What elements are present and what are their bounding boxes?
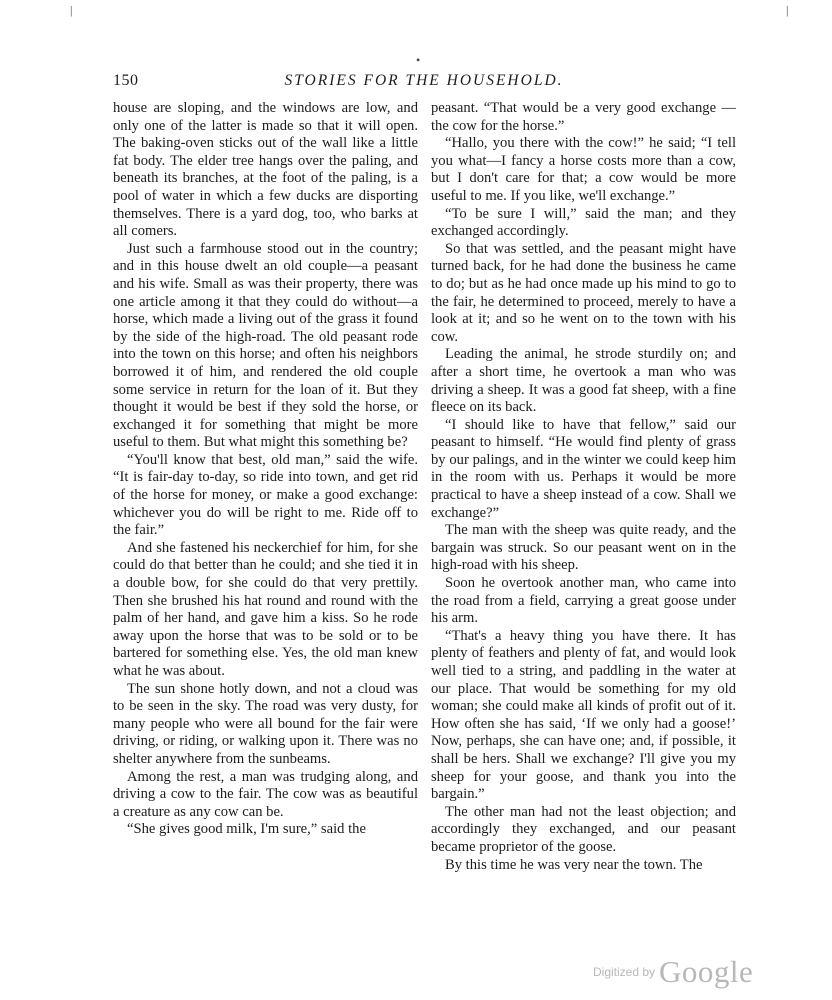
page-header	[113, 70, 735, 94]
right-column	[431, 100, 736, 874]
paragraph: “You'll know that best, old man,” said the wife. “It is fair-day to-day, so ride into town, and get rid of the horse for money, or make a good exchange: whichever you do will be right to me. Ride off to the fair.”	[113, 451, 418, 539]
paragraph: house are sloping, and the windows are low, and only one of the latter is made so that it will open. The baking-oven sticks out of the wall like a little fat body. The elder tree hangs over the paling, and beneath its branches, at the foot of the paling, is a pool of water in which a few ducks are disporting themselves. There is a yard dog, too, who barks at all comers.	[113, 100, 418, 240]
left-column	[113, 100, 418, 839]
scan-mark: |	[786, 3, 789, 17]
paragraph: Leading the animal, he strode sturdily on; and after a short time, he overtook a man who was driving a sheep. It was a good fat sheep, with a fine fleece on its back.	[431, 346, 736, 416]
paragraph: So that was settled, and the peasant might have turned back, for he had done the business he came to do; but as he had once made up his mind to go to the fair, he determined to proceed, merely to have a look at it; and so he went on to the town with his cow.	[431, 240, 736, 345]
paragraph: The sun shone hotly down, and not a cloud was to be seen in the sky. The road was very dusty, for many people who were all bound for the fair were driving, or riding, or walking upon it. There was no shelter anywhere from the sunbeams.	[113, 680, 418, 767]
paragraph: The man with the sheep was quite ready, and the bargain was struck. So our peasant went on in the high-road with his sheep.	[431, 522, 736, 574]
google-logo: Google	[659, 954, 754, 989]
running-title: STORIES FOR THE HOUSEHOLD.	[284, 72, 564, 89]
paragraph: “Hallo, you there with the cow!” he said; “I tell you what—I fancy a horse costs more than a cow, but I don't care for that; a cow would be more useful to me. If you like, we'll exchange.”	[431, 135, 736, 204]
watermark-prefix: Digitized by	[593, 965, 656, 979]
paragraph: peasant. “That would be a very good exchange —the cow for the horse.”	[431, 100, 736, 134]
paragraph: Soon he overtook another man, who came into the road from a field, carrying a great goose under his arm.	[431, 575, 736, 627]
paragraph: “I should like to have that fellow,” said our peasant to himself. “He would find plenty of grass by our palings, and in the winter we could keep him in the room with us. Perhaps it would be more practical to have a sheep instead of a cow. Shall we exchange?”	[431, 416, 736, 521]
paragraph: Just such a farmhouse stood out in the country; and in this house dwelt an old couple—a peasant and his wife. Small as was their property, there was one article among it that they could do without—a horse, which made a living out of the grass it found by the side of the high-road. The old peasant rode into the town on this horse; and often his neighbors borrowed it of him, and rendered the old couple some service in return for the loan of it. But they thought it would be best if they sold the horse, or exchanged it for something that might be more useful to them. But what might this something be?	[113, 240, 418, 451]
paragraph: Among the rest, a man was trudging along, and driving a cow to the fair. The cow was as beautiful a creature as any cow can be.	[113, 768, 418, 820]
paragraph: “To be sure I will,” said the man; and they exchanged accordingly.	[431, 205, 736, 240]
paragraph: And she fastened his neckerchief for him, for she could do that better than he could; and she tied it in a double bow, for she could do that very prettily. Then she brushed his hat round and round with the palm of her hand, and gave him a kiss. So he rode away upon the horse that was to be sold or to be bartered for something else. Yes, the old man knew what he was about.	[113, 539, 418, 679]
digitized-watermark	[593, 954, 753, 988]
page-number: 150	[113, 72, 139, 89]
paragraph: “She gives good milk, I'm sure,” said the	[127, 821, 366, 838]
paragraph: The other man had not the least objection; and accordingly they exchanged, and our peasant became proprietor of the goose.	[431, 803, 736, 855]
scan-mark: •	[416, 53, 421, 67]
scan-mark: |	[70, 3, 73, 17]
paragraph: “That's a heavy thing you have there. It has plenty of feathers and plenty of fat, and would look well tied to a string, and paddling in the water at our place. That would be something for my old woman; she could make all kinds of profit out of it. How often she has said, ‘If we only had a goose!’ Now, perhaps, she can have one; and, if possible, it shall be hers. Shall we exchange? I'll give you my sheep for your goose, and thank you into the bargain.”	[431, 627, 736, 803]
paragraph: By this time he was very near the town. The	[445, 856, 703, 873]
